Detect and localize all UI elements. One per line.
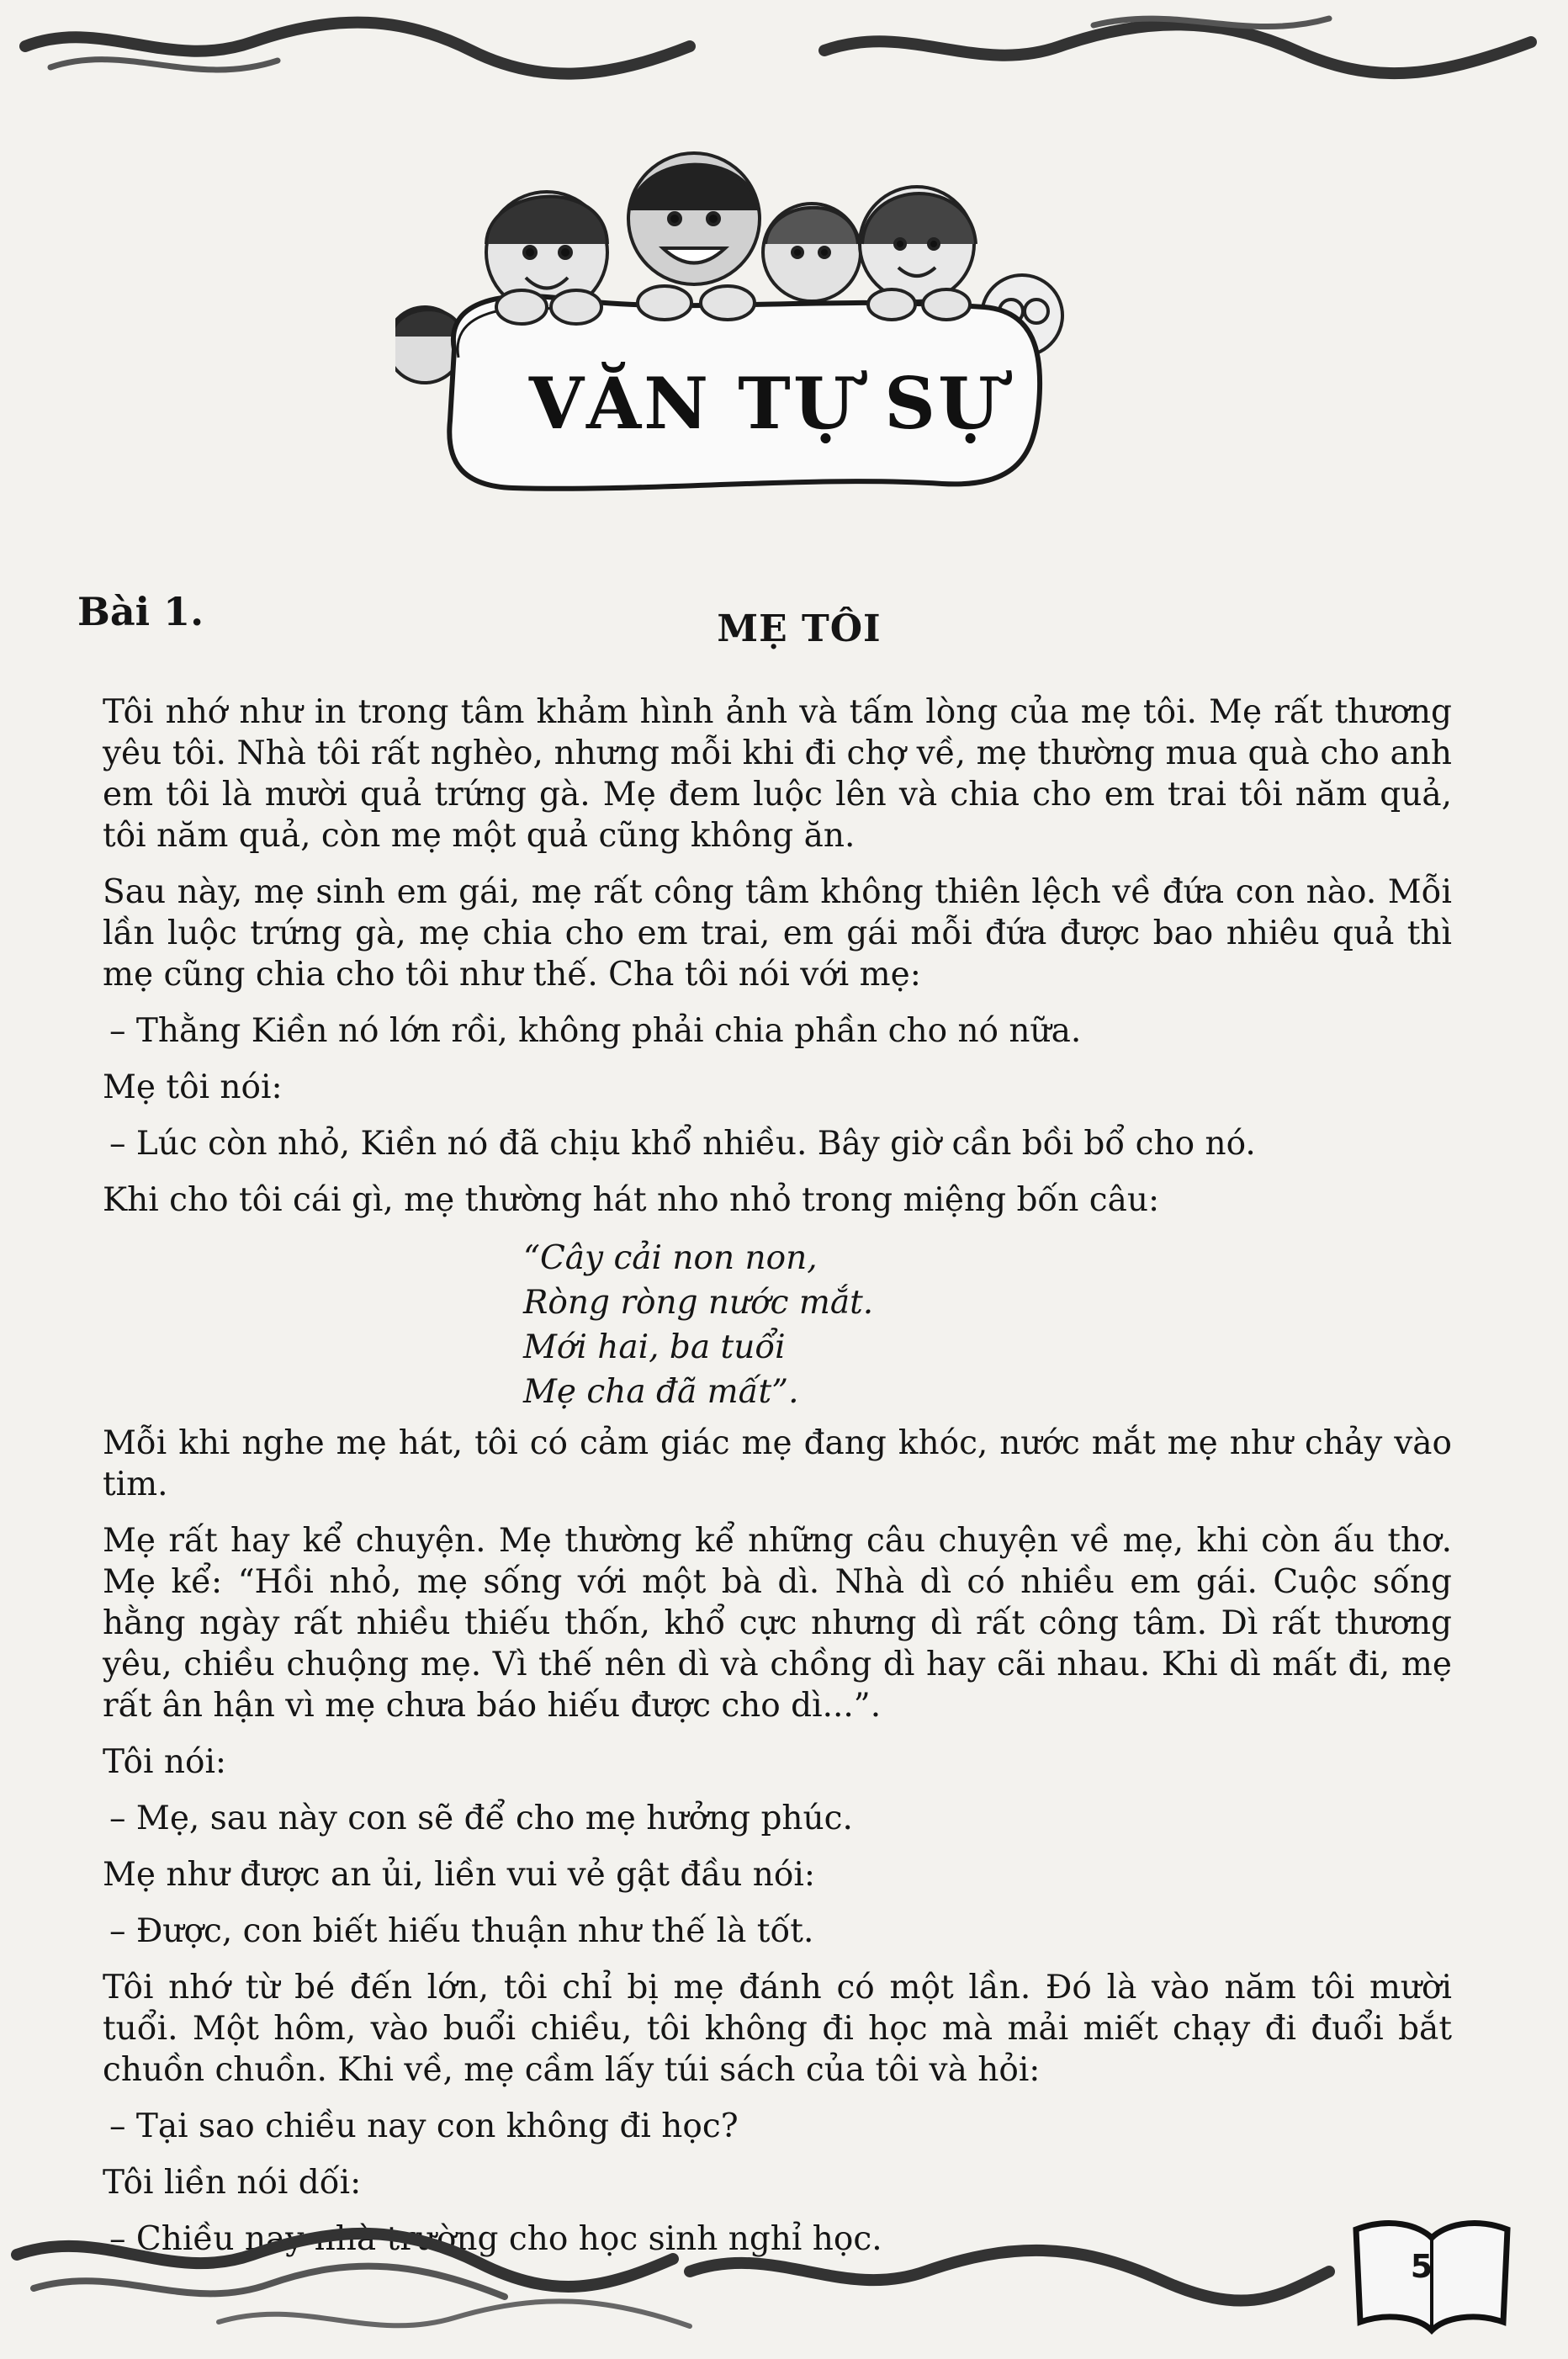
dialogue-1: – Thằng Kiền nó lớn rồi, không phải chia phần cho nó nữa.: [109, 1012, 1082, 1050]
paragraph-4: Khi cho tôi cái gì, mẹ thường hát nho nhỏ trong miệng bốn câu:: [103, 1181, 1160, 1219]
paragraph-6: Mẹ rất hay kể chuyện. Mẹ thường kể những câu chuyện về mẹ, khi còn ấu thơ. Mẹ kể: “Hồi nhỏ, mẹ sống với một bà dì. Nhà dì có nhiều em gái. Cuộc sống hằng ngày rất nhiều thiếu thốn, khổ cực nhưng dì rất công tâm. Dì rất thương yêu, chiều chuộng mẹ. Vì thế nên dì và chồng dì hay cãi nhau. Khi dì mất đi, mẹ rất ân hận vì mẹ chưa báo hiếu được cho dì...”.: [103, 1522, 1452, 1725]
paragraph-5: Mỗi khi nghe mẹ hát, tôi có cảm giác mẹ đang khóc, nước mắt mẹ như chảy vào tim.: [103, 1424, 1452, 1503]
paragraph-8: Mẹ như được an ủi, liền vui vẻ gật đầu nói:: [103, 1856, 815, 1894]
paragraph-9: Tôi nhớ từ bé đến lớn, tôi chỉ bị mẹ đánh có một lần. Đó là vào năm tôi mười tuổi. Một hôm, vào buổi chiều, tôi không đi học mà mải miết chạy đi đuổi bắt chuồn chuồn. Khi về, mẹ cầm lấy túi sách của tôi và hỏi:: [103, 1969, 1452, 2089]
poem-line: Mẹ cha đã mất”.: [523, 1373, 799, 1411]
paragraph-10: Tôi liền nói dối:: [103, 2164, 362, 2202]
section-title: VĂN TỰ SỰ: [528, 362, 1003, 445]
dialogue-3: – Mẹ, sau này con sẽ để cho mẹ hưởng phúc.: [109, 1800, 853, 1837]
top-wave-border: [0, 0, 1568, 101]
story-title: MẸ TÔI: [717, 607, 882, 650]
poem-line: “Cây cải non non,: [523, 1239, 818, 1277]
poem: [523, 1236, 1452, 1414]
paragraph-1: Tôi nhớ như in trong tâm khảm hình ảnh và tấm lòng của mẹ tôi. Mẹ rất thương yêu tôi. Nhà tôi rất nghèo, nhưng mỗi khi đi chợ về, mẹ thường mua quà cho anh em tôi là mười quả trứng gà. Mẹ đem luộc lên và chia cho em trai tôi năm quả, tôi năm quả, còn mẹ một quả cũng không ăn.: [103, 693, 1452, 855]
paragraph-2: Sau này, mẹ sinh em gái, mẹ rất công tâm không thiên lệch về đứa con nào. Mỗi lần luộc trứng gà, mẹ chia cho em trai, em gái mỗi đứa được bao nhiêu quả thì mẹ cũng chia cho tôi như thế. Cha tôi nói với mẹ:: [103, 873, 1452, 994]
story-body: [103, 692, 1452, 2275]
dialogue-5: – Tại sao chiều nay con không đi học?: [109, 2107, 739, 2145]
dialogue-4: – Được, con biết hiếu thuận như thế là tốt.: [109, 1912, 814, 1950]
paragraph-3: Mẹ tôi nói:: [103, 1068, 283, 1106]
bottom-wave-border: [0, 2204, 1568, 2359]
paragraph-7: Tôi nói:: [103, 1743, 227, 1781]
lesson-label: Bài 1.: [77, 589, 204, 634]
title-banner-illustration: [395, 151, 1068, 555]
page-number: 5: [1410, 2248, 1433, 2285]
dialogue-6: – Chiều nay nhà trường cho học sinh nghỉ học.: [109, 2220, 882, 2258]
poem-line: Mới hai, ba tuổi: [523, 1328, 786, 1366]
dialogue-2: – Lúc còn nhỏ, Kiền nó đã chịu khổ nhiều. Bây giờ cần bồi bổ cho nó.: [109, 1125, 1256, 1163]
poem-line: Ròng ròng nước mắt.: [523, 1284, 874, 1322]
